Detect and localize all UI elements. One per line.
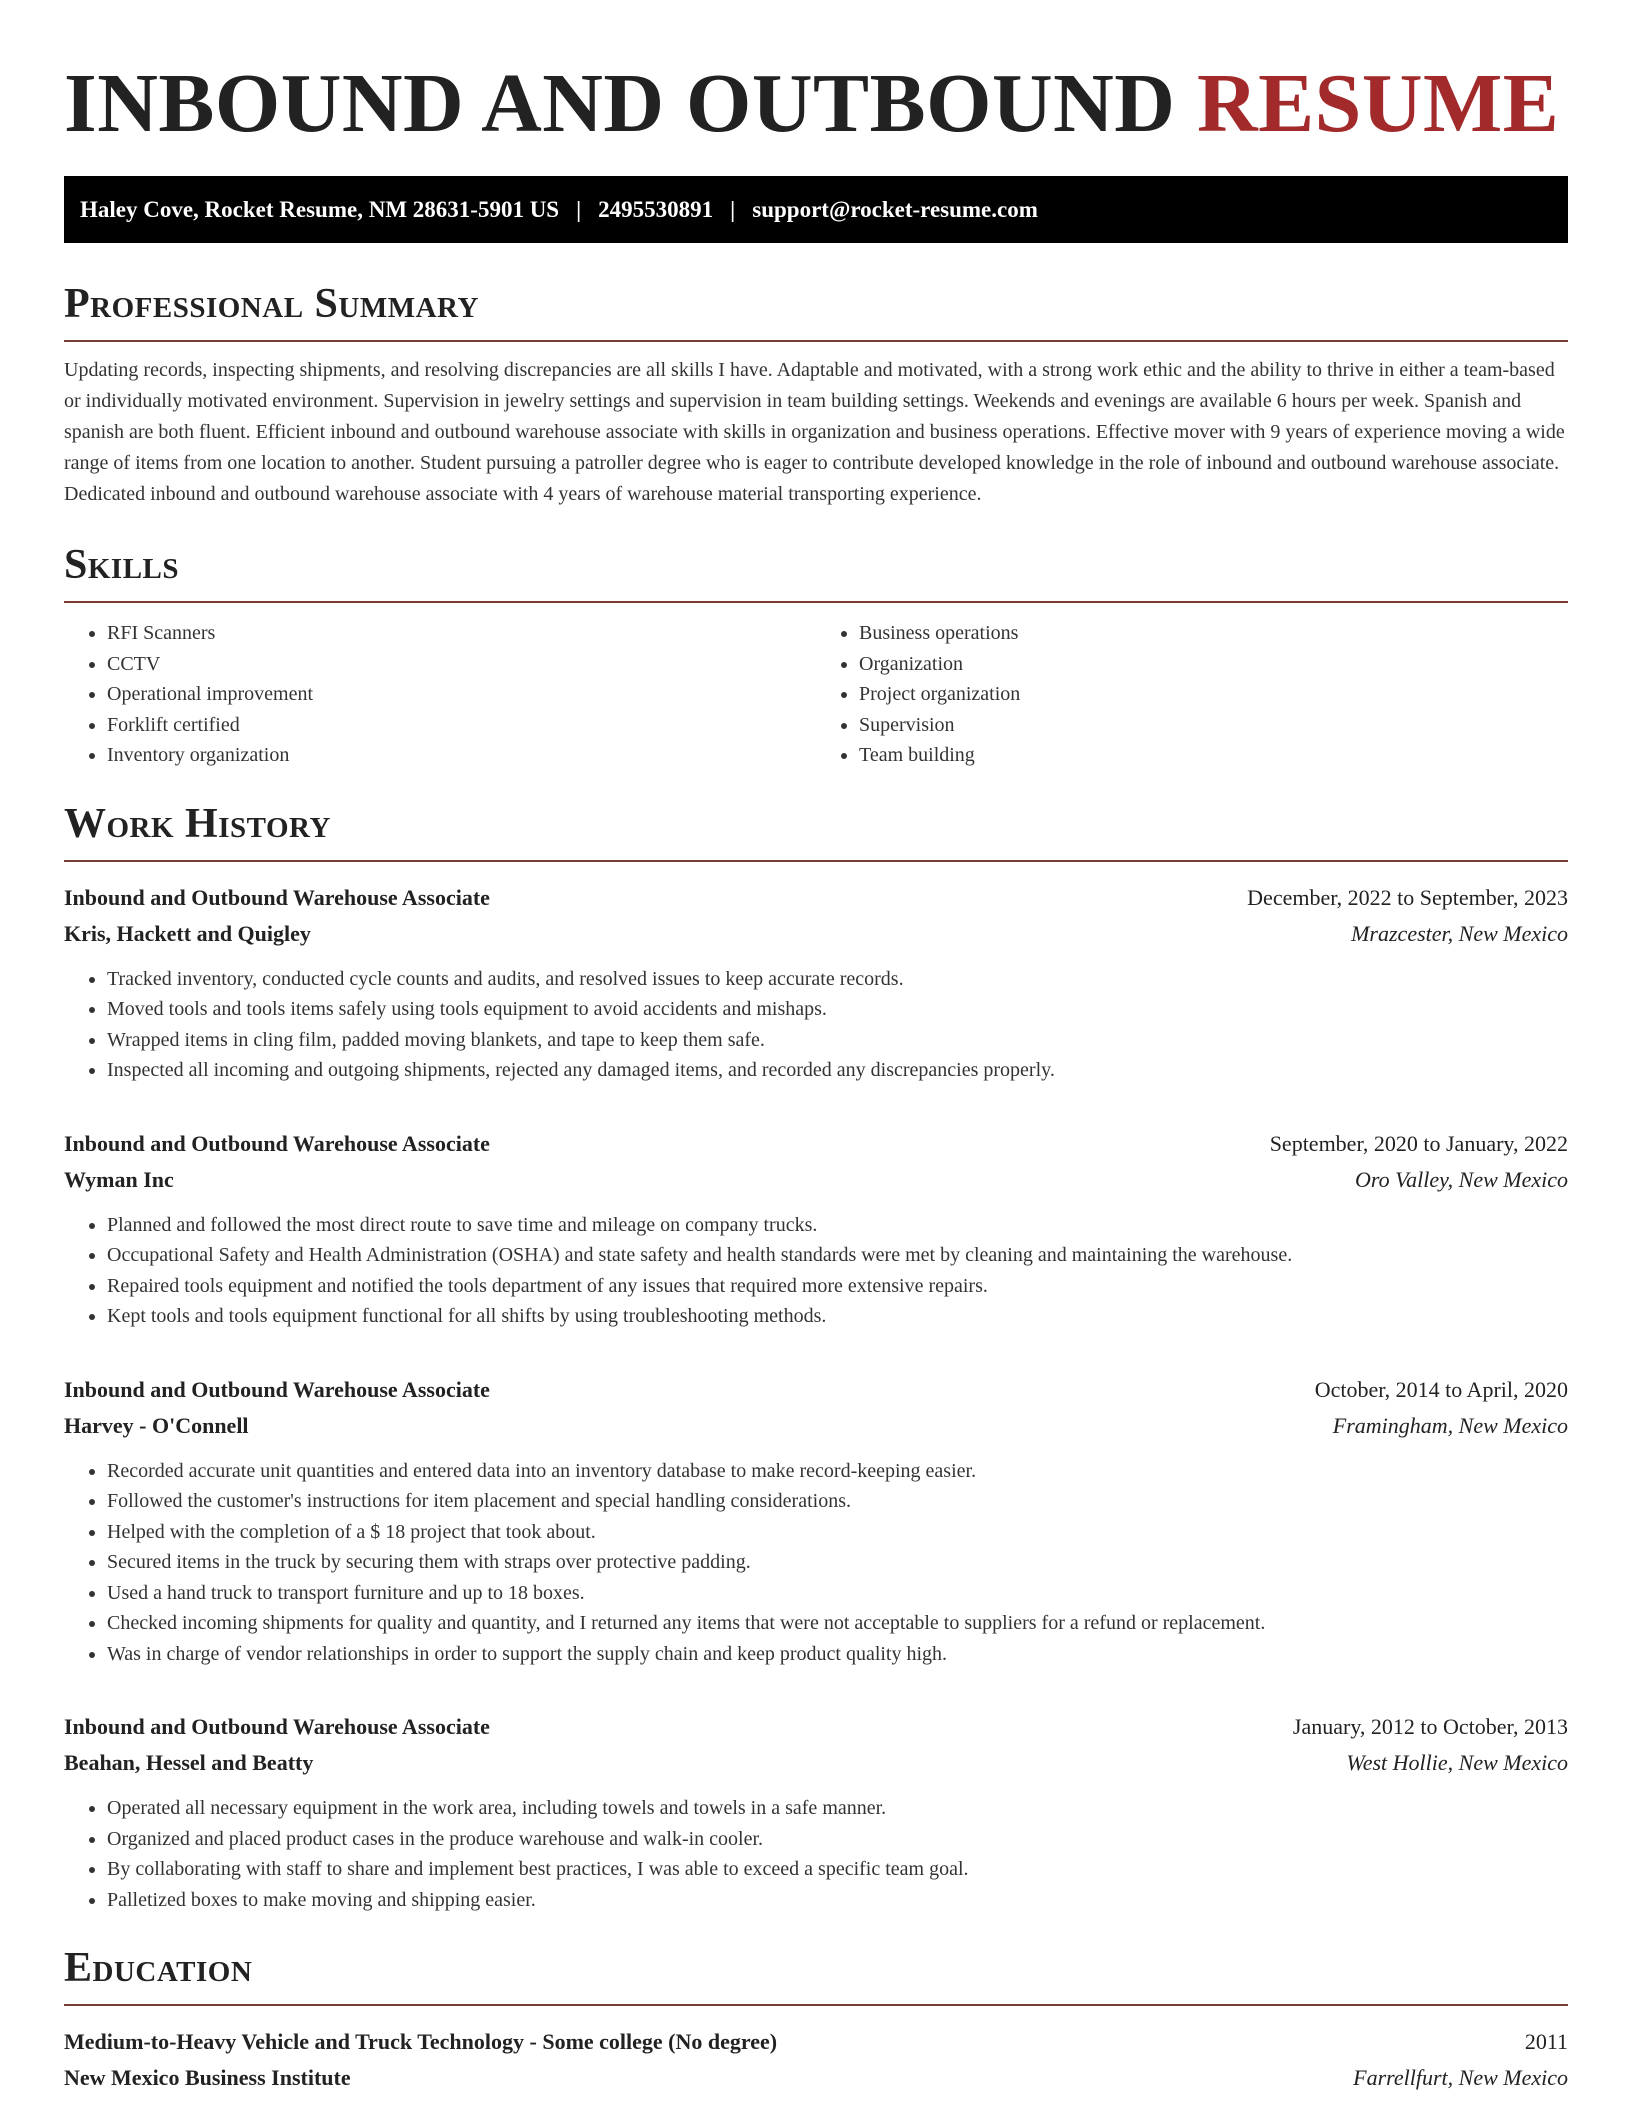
job-location: West Hollie, New Mexico	[1346, 1750, 1568, 1775]
job-bullet: • Recorded accurate unit quantities and entered data into an inventory database to make record-keeping easier.	[107, 1456, 1568, 1487]
job-bullet: • Used a hand truck to transport furniture and up to 18 boxes.	[107, 1578, 1568, 1609]
job-bullet: • Occupational Safety and Health Administration (OSHA) and state safety and health standards were met by cleaning and maintaining the warehouse.	[107, 1240, 1568, 1271]
job-company: Harvey - O'Connell	[64, 1412, 249, 1438]
skills-list-right	[816, 618, 1568, 771]
job-company: Beahan, Hessel and Beatty	[64, 1750, 314, 1775]
work-history-section	[64, 799, 1568, 1916]
job-bullet: • Followed the customer's instructions for item placement and special handling considerations.	[107, 1486, 1568, 1517]
job-company-row	[64, 1745, 1568, 1781]
skills-heading: Skills	[64, 542, 180, 588]
job-header-row	[64, 1372, 1568, 1408]
job-bullet: • Palletized boxes to make moving and shipping easier.	[107, 1885, 1568, 1916]
skill-item: • CCTV	[107, 649, 816, 680]
summary-section	[64, 279, 1568, 510]
job-entry	[64, 1372, 1568, 1670]
section-divider	[64, 2004, 1568, 2006]
job-title: Inbound and Outbound Warehouse Associate	[64, 884, 490, 910]
skills-columns	[64, 618, 1568, 771]
job-bullet: • Tracked inventory, conducted cycle counts and audits, and resolved issues to keep accurate records.	[107, 964, 1568, 995]
skills-section	[64, 540, 1568, 771]
job-bullet: • Secured items in the truck by securing them with straps over protective padding.	[107, 1547, 1568, 1578]
contact-phone: 2495530891	[598, 196, 714, 222]
work-history-heading: Work History	[64, 800, 331, 847]
job-bullet: • Repaired tools equipment and notified the tools department of any issues that required more extensive repairs.	[107, 1271, 1568, 1302]
job-company-row	[64, 916, 1568, 952]
job-bullet: • Planned and followed the most direct route to save time and mileage on company trucks.	[107, 1210, 1568, 1241]
job-bullet: • Organized and placed product cases in the produce warehouse and walk-in cooler.	[107, 1824, 1568, 1855]
education-year: 2011	[1524, 2029, 1568, 2054]
education-entry	[64, 2024, 1568, 2096]
job-bullets	[64, 1210, 1568, 1332]
job-location: Framingham, New Mexico	[1332, 1412, 1568, 1438]
job-entry	[64, 1126, 1568, 1332]
skill-item: • RFI Scanners	[107, 618, 816, 649]
job-entry	[64, 1709, 1568, 1915]
job-dates: October, 2014 to April, 2020	[1314, 1376, 1568, 1402]
job-bullet: • Kept tools and tools equipment functional for all shifts by using troubleshooting methods.	[107, 1301, 1568, 1332]
skill-item: • Business operations	[859, 618, 1568, 649]
title-main: INBOUND AND OUTBOUND	[64, 57, 1176, 150]
title-accent: RESUME	[1196, 57, 1560, 150]
job-dates: December, 2022 to September, 2023	[1247, 884, 1568, 910]
summary-text: Updating records, inspecting shipments, and resolving discrepancies are all skills I have. Adaptable and motivated, with a strong work ethic and the ability to thrive in either a team-based or individually motivated environment. Supervision in jewelry settings and supervision in team building settings. Weekends and evenings are available 6 hours per week. Spanish and spanish are both fluent. Efficient inbound and outbound warehouse associate with skills in organization and business operations. Effective mover with 9 years of experience moving a wide range of items from one location to another. Student pursuing a patroller degree who is eager to contribute developed knowledge in the role of inbound and outbound warehouse associate. Dedicated inbound and outbound warehouse associate with 4 years of warehouse material transporting experience.	[64, 359, 1565, 505]
summary-heading: Professional Summary	[64, 281, 479, 327]
job-header-row	[64, 1709, 1568, 1745]
contact-address: Haley Cove, Rocket Resume, NM 28631-5901 US	[80, 196, 560, 222]
skill-item: • Team building	[859, 740, 1568, 771]
job-header-row	[64, 880, 1568, 916]
job-bullet: • Checked incoming shipments for quality and quantity, and I returned any items that were not acceptable to suppliers for a refund or replacement.	[107, 1608, 1568, 1639]
job-bullets	[64, 964, 1568, 1086]
resume-page	[64, 54, 1568, 2096]
job-title: Inbound and Outbound Warehouse Associate	[64, 1376, 490, 1402]
job-title: Inbound and Outbound Warehouse Associate	[64, 1130, 490, 1156]
job-entry	[64, 880, 1568, 1086]
skill-item: • Organization	[859, 649, 1568, 680]
job-bullets	[64, 1793, 1568, 1915]
skill-item: • Forklift certified	[107, 710, 816, 741]
job-bullet: • By collaborating with staff to share and implement best practices, I was able to exceed a specific team goal.	[107, 1854, 1568, 1885]
resume-title	[64, 54, 1568, 154]
education-location: Farrellfurt, New Mexico	[1353, 2065, 1568, 2090]
job-bullet: • Helped with the completion of a $ 18 project that took about.	[107, 1517, 1568, 1548]
contact-bar	[64, 176, 1568, 243]
job-bullet: • Was in charge of vendor relationships in order to support the supply chain and keep product quality high.	[107, 1639, 1568, 1670]
education-school-row	[64, 2060, 1568, 2096]
job-bullets	[64, 1456, 1568, 1670]
skill-item: • Operational improvement	[107, 679, 816, 710]
section-divider	[64, 601, 1568, 603]
skills-list-left	[64, 618, 816, 771]
contact-email: support@rocket-resume.com	[752, 196, 1038, 222]
education-header-row	[64, 2024, 1568, 2060]
job-bullet: • Wrapped items in cling film, padded moving blankets, and tape to keep them safe.	[107, 1025, 1568, 1056]
skill-item: • Supervision	[859, 710, 1568, 741]
job-location: Mrazcester, New Mexico	[1351, 920, 1568, 946]
education-heading: Education	[64, 1945, 253, 1991]
job-company-row	[64, 1408, 1568, 1444]
job-header-row	[64, 1126, 1568, 1162]
section-divider	[64, 340, 1568, 342]
job-company: Wyman Inc	[64, 1166, 174, 1192]
job-location: Oro Valley, New Mexico	[1354, 1166, 1568, 1192]
job-dates: January, 2012 to October, 2013	[1292, 1714, 1568, 1739]
job-bullet: • Inspected all incoming and outgoing shipments, rejected any damaged items, and recorded any discrepancies properly.	[107, 1055, 1568, 1086]
contact-separator: |	[576, 196, 582, 222]
contact-separator: |	[730, 196, 736, 222]
job-company-row	[64, 1162, 1568, 1198]
job-dates: September, 2020 to January, 2022	[1269, 1130, 1568, 1156]
skill-item: • Inventory organization	[107, 740, 816, 771]
section-divider	[64, 860, 1568, 862]
education-degree: Medium-to-Heavy Vehicle and Truck Technology - Some college (No degree)	[64, 2029, 778, 2054]
job-title: Inbound and Outbound Warehouse Associate	[64, 1714, 490, 1739]
education-school: New Mexico Business Institute	[64, 2065, 351, 2090]
job-bullet: • Operated all necessary equipment in the work area, including towels and towels in a safe manner.	[107, 1793, 1568, 1824]
skill-item: • Project organization	[859, 679, 1568, 710]
education-section	[64, 1943, 1568, 2096]
job-bullet: • Moved tools and tools items safely using tools equipment to avoid accidents and mishaps.	[107, 994, 1568, 1025]
job-company: Kris, Hackett and Quigley	[64, 920, 311, 946]
